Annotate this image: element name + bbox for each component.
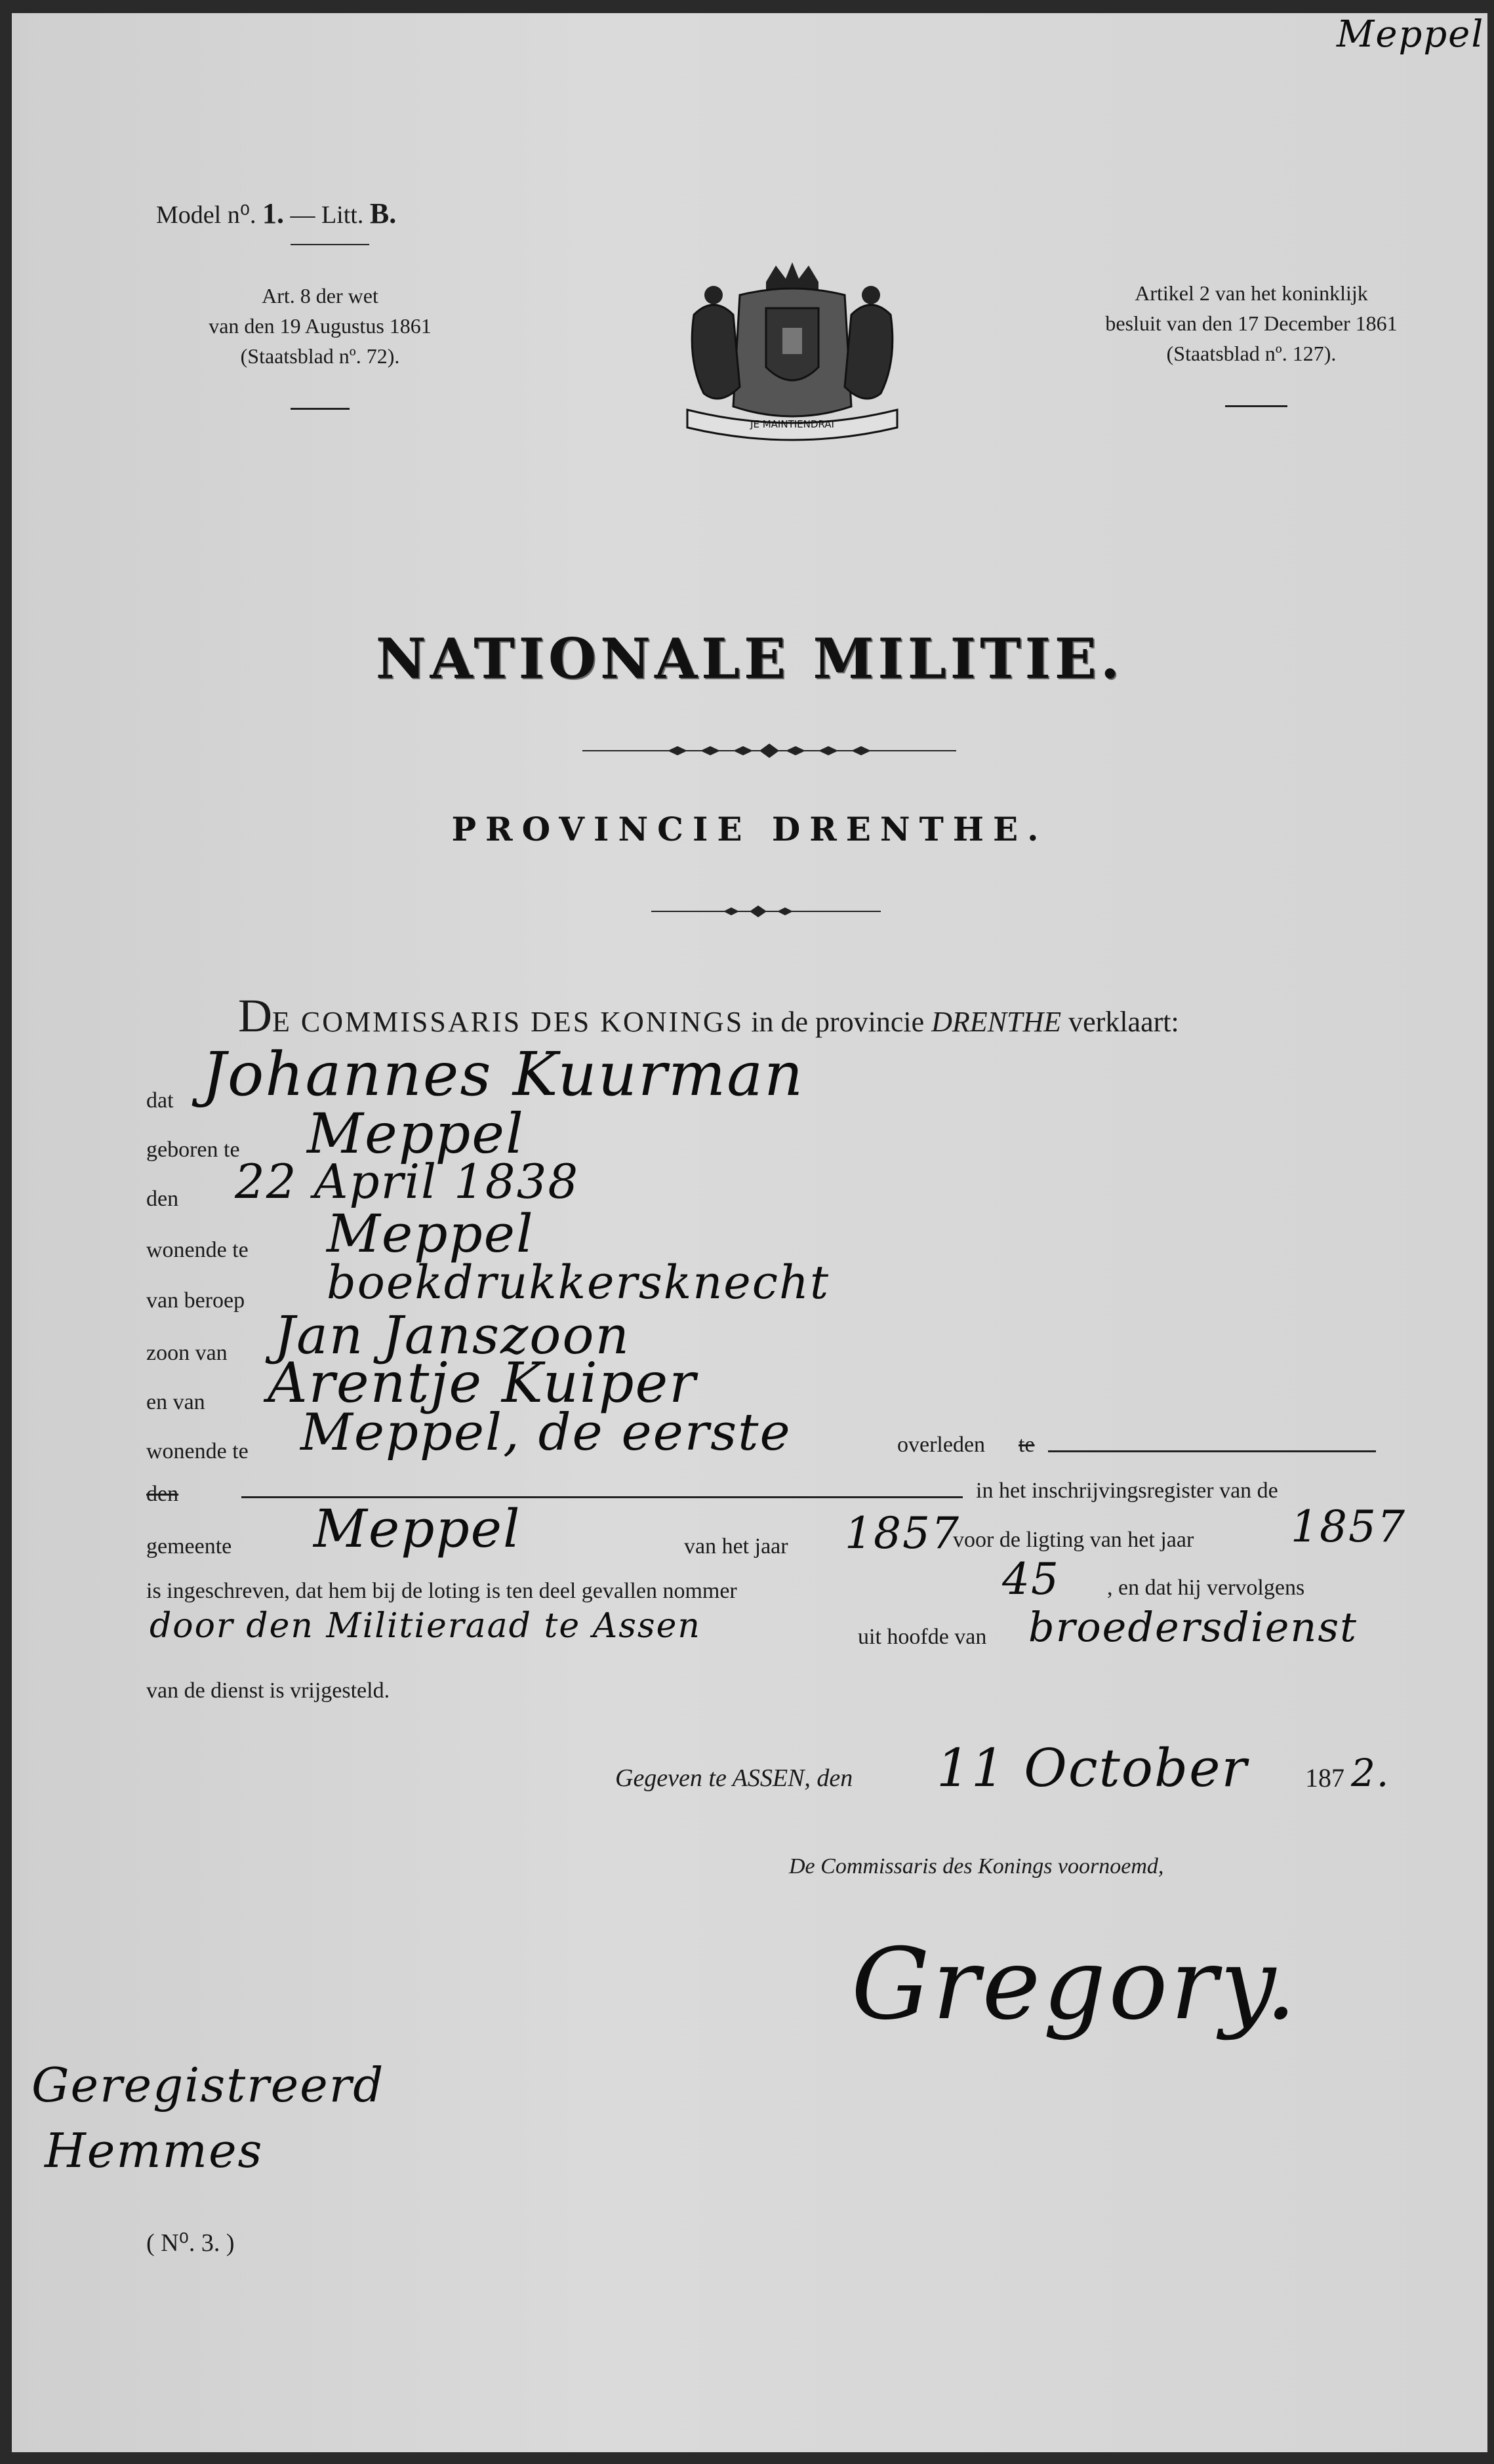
- dat-value: Johannes Kuurman: [202, 1039, 805, 1109]
- model-number: 1.: [262, 197, 284, 229]
- gemeente-value: Meppel: [313, 1498, 521, 1559]
- overleden-text: overleden: [897, 1433, 986, 1457]
- registered-note: [31, 2052, 384, 2183]
- ornament-divider-1: [582, 741, 956, 761]
- intro-initial: D: [238, 989, 272, 1042]
- wonende2-value: Meppel, de eerste: [300, 1403, 792, 1462]
- model-prefix: Model n⁰.: [156, 201, 256, 229]
- wonende-value: Meppel: [327, 1203, 535, 1264]
- right-ref-line2: besluit van den 17 December 1861: [1105, 311, 1398, 335]
- geboren-value: Meppel: [307, 1102, 525, 1166]
- coat-of-arms-icon: [668, 256, 917, 452]
- zoon-value: Jan Janszoon: [274, 1305, 631, 1366]
- registered-line1: Geregistreerd: [31, 2057, 385, 2113]
- right-ref-line1: Artikel 2 van het koninklijk: [1135, 281, 1368, 305]
- jaar-value: 1857: [845, 1508, 960, 1559]
- model-dash: —: [290, 201, 315, 229]
- wonende2-label: wonende te: [146, 1439, 249, 1463]
- vrijgesteld-text: van de dienst is vrijgesteld.: [146, 1679, 390, 1703]
- left-reference: [169, 281, 471, 371]
- ligting-label: voor de ligting van het jaar: [953, 1528, 1194, 1552]
- vervolgens-text: , en dat hij vervolgens: [1107, 1576, 1305, 1600]
- litt-label: Litt.: [321, 201, 364, 229]
- document-sheet: [12, 13, 1487, 2452]
- loting-text: is ingeschreven, dat hem bij de loting is ten deel gevallen nommer: [146, 1579, 737, 1603]
- en-value: Arentje Kuiper: [268, 1351, 697, 1415]
- left-ref-line1: Art. 8 der wet: [262, 284, 378, 308]
- given-line: [615, 1764, 853, 1793]
- beroep-value: boekdrukkersknecht: [327, 1256, 830, 1309]
- intro-province: DRENTHE: [931, 1006, 1062, 1038]
- model-underline: [291, 244, 369, 245]
- ornament-divider-2: [651, 904, 881, 919]
- zoon-label: zoon van: [146, 1341, 228, 1365]
- left-ref-dash: [291, 408, 350, 410]
- given-prefix: Gegeven te ASSEN, den: [615, 1764, 853, 1792]
- given-year-print: 187: [1305, 1763, 1344, 1793]
- given-year-hand: 2.: [1351, 1751, 1390, 1795]
- geboren-label: geboren te: [146, 1138, 240, 1162]
- hoofde-value: broedersdienst: [1028, 1603, 1358, 1651]
- den-struck: den: [146, 1482, 179, 1506]
- motto-text: JE MAINTIENDRAI: [750, 418, 834, 430]
- signature: Gregory.: [851, 1928, 1299, 2042]
- right-reference: [1081, 278, 1422, 368]
- left-ref-line2: van den 19 Augustus 1861: [209, 314, 432, 338]
- intro-line: [238, 989, 1179, 1043]
- ligting-value: 1857: [1291, 1501, 1406, 1552]
- province-heading: PROVINCIE DRENTHE.: [451, 810, 1048, 848]
- dat-label: dat: [146, 1088, 174, 1113]
- intro-caps: E COMMISSARIS DES KONINGS: [272, 1006, 744, 1038]
- footer-number: ( N⁰. 3. ): [146, 2229, 235, 2257]
- den-value: 22 April 1838: [235, 1154, 580, 1209]
- door-value: door den Militieraad te Assen: [150, 1606, 701, 1646]
- den-label: den: [146, 1187, 179, 1211]
- litt-value: B.: [369, 197, 397, 229]
- given-date-value: 11 October: [937, 1738, 1248, 1798]
- intro-middle: in de provincie: [751, 1006, 925, 1038]
- en-label: en van: [146, 1390, 205, 1414]
- wonende-label: wonende te: [146, 1238, 249, 1262]
- model-line: [156, 197, 396, 230]
- jaar-label: van het jaar: [684, 1534, 788, 1559]
- nummer-value: 45: [1002, 1554, 1060, 1604]
- intro-end: verklaart:: [1068, 1006, 1179, 1038]
- document-title: NATIONALE MILITIE.: [375, 626, 1124, 691]
- registered-line2: Hemmes: [45, 2123, 264, 2178]
- right-ref-dash: [1225, 405, 1287, 407]
- corner-note: Meppel: [1337, 13, 1485, 56]
- beroep-label: van beroep: [146, 1288, 245, 1313]
- te-struck: te: [1019, 1433, 1035, 1457]
- register-text: in het inschrijvingsregister van de: [976, 1479, 1278, 1503]
- hoofde-label: uit hoofde van: [858, 1625, 987, 1649]
- strike-line-1: [1048, 1450, 1376, 1452]
- commissaris-line: De Commissaris des Konings voornoemd,: [789, 1854, 1164, 1878]
- right-ref-line3: (Staatsblad nº. 127).: [1166, 342, 1337, 365]
- left-ref-line3: (Staatsblad nº. 72).: [240, 344, 400, 368]
- gemeente-label: gemeente: [146, 1534, 232, 1559]
